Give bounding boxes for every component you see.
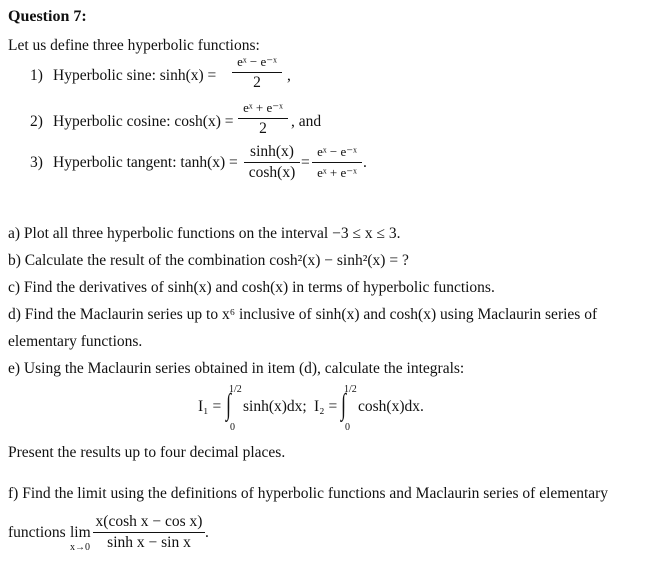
item-d-line1: d) Find the Maclaurin series up to x⁶ inclusive of sinh(x) and cosh(x) using Maclaurin series of	[8, 306, 598, 323]
integral-upper-limit: 1/2	[229, 384, 242, 395]
fraction-numerator: eˣ − e⁻ˣ	[237, 54, 277, 69]
integral-lhs: I₂ =	[314, 398, 338, 415]
fraction-denominator: cosh(x)	[248, 164, 296, 181]
question-title: Question 7:	[8, 8, 87, 25]
item-e: e) Using the Maclaurin series obtained in item (d), calculate the integrals:	[8, 360, 465, 377]
fraction-numerator: eˣ − e⁻ˣ	[317, 144, 357, 159]
fraction-bar	[244, 162, 300, 163]
fraction-exp	[312, 143, 362, 182]
item-f-line1: f) Find the limit using the definitions of hyperbolic functions and Maclaurin series of elementary	[8, 485, 609, 502]
integral-sign: ∫	[341, 388, 346, 421]
integral-lower-limit: 0	[230, 422, 235, 433]
equals-sign: =	[301, 154, 310, 171]
def-trail: , and	[291, 113, 322, 130]
fraction-numerator: sinh(x)	[250, 143, 294, 160]
precision-note: Present the results up to four decimal places.	[8, 444, 286, 461]
integral-body: cosh(x)dx.	[358, 398, 424, 415]
fraction-bar	[312, 162, 362, 163]
item-b: b) Calculate the result of the combination cosh²(x) − sinh²(x) = ?	[8, 252, 409, 269]
fraction-numerator: eˣ + e⁻ˣ	[243, 100, 283, 115]
fraction-bar	[238, 118, 288, 119]
integral-body: sinh(x)dx;	[243, 398, 307, 415]
fraction-denominator: eˣ + e⁻ˣ	[317, 165, 357, 180]
integral-lhs: I₁ =	[198, 398, 222, 415]
def-number: 3)	[30, 154, 43, 171]
fraction	[232, 53, 282, 92]
integral-lower-limit: 0	[345, 422, 350, 433]
def-trail: ,	[287, 67, 291, 84]
fraction-bar	[93, 532, 205, 533]
item-f-prefix: functions	[8, 524, 66, 541]
intro-text: Let us define three hyperbolic functions:	[8, 37, 260, 54]
fraction	[238, 99, 288, 138]
def-number: 2)	[30, 113, 43, 130]
limit-subscript: x→0	[70, 542, 90, 553]
def-label: Hyperbolic cosine: cosh(x) =	[53, 113, 234, 130]
limit-trail: .	[205, 524, 209, 541]
integral-upper-limit: 1/2	[344, 384, 357, 395]
def-trail: .	[363, 154, 367, 171]
item-a: a) Plot all three hyperbolic functions on the interval −3 ≤ x ≤ 3.	[8, 225, 401, 242]
integral-sign: ∫	[226, 388, 231, 421]
limit-fraction	[93, 513, 205, 552]
def-label: Hyperbolic tangent: tanh(x) =	[53, 154, 238, 171]
fraction-denominator: 2	[259, 120, 267, 137]
fraction-sinh-cosh	[244, 143, 300, 182]
fraction-denominator: 2	[253, 74, 261, 91]
def-label: Hyperbolic sine: sinh(x) =	[53, 67, 217, 84]
fraction-bar	[232, 72, 282, 73]
fraction-numerator: x(cosh x − cos x)	[95, 513, 203, 530]
item-c: c) Find the derivatives of sinh(x) and cosh(x) in terms of hyperbolic functions.	[8, 279, 495, 296]
def-number: 1)	[30, 67, 43, 84]
item-d-line2: elementary functions.	[8, 333, 143, 350]
limit-operator: lim	[70, 524, 91, 541]
fraction-denominator: sinh x − sin x	[107, 534, 191, 551]
